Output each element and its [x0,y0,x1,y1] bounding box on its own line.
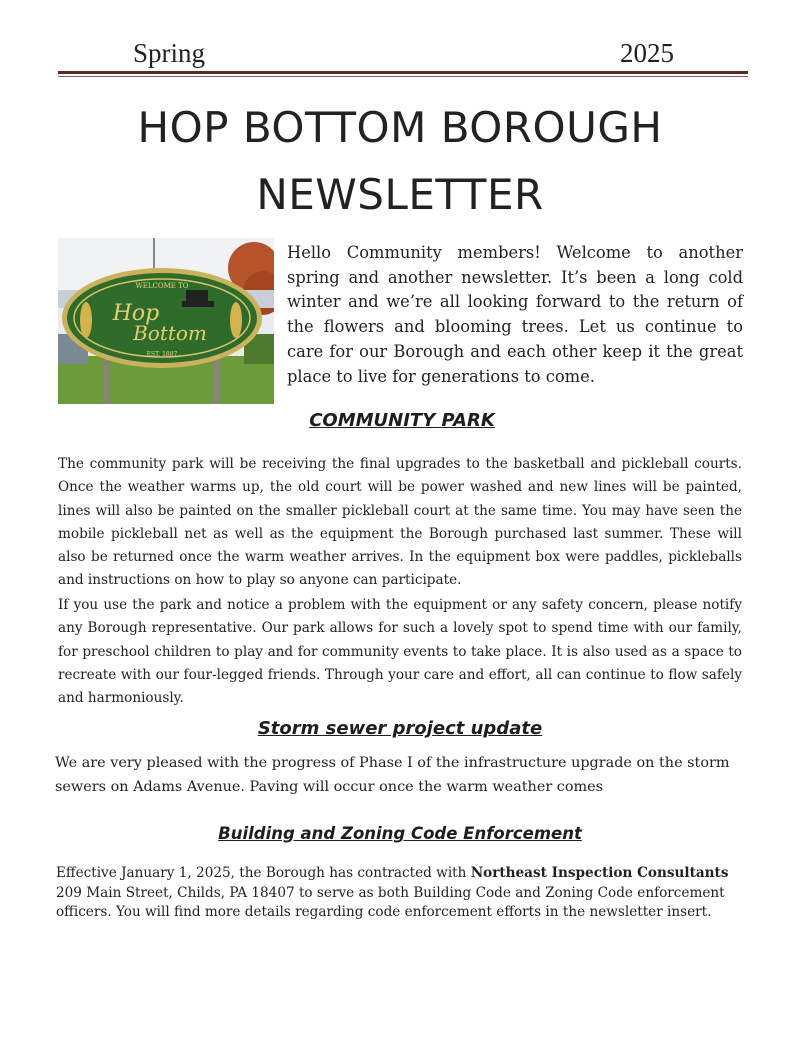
header-year: 2025 [620,38,674,68]
newsletter-title-line1: HOP BOTTOM BOROUGH [137,103,663,152]
intro-paragraph: Hello Community members! Welcome to another spring and another newsletter. It’s been a long cold winter and we’re all looking forward to the return of the flowers and blooming trees. Let us continue to care for our Borough and each other keep it the great place to live for generations to come. [287,243,743,386]
community-park-paragraph-1: The community park will be receiving the final upgrades to the basketball and pickleball courts. Once the weather warms up, the old court will be power washed and new lines will be painted, lines will also be painted on the smaller pickleball court at the same time. You may have seen the mobile pickleball net as well as the equipment the Borough purchased last summer. These will also be returned once the warm weather arrives. In the equipment box were paddles, pickleballs and instructions on how to play so anyone can participate. [58,456,742,589]
heading-building-zoning: Building and Zoning Code Enforcement [218,824,582,843]
building-zoning-paragraph [56,864,746,923]
building-zoning-text-after: 209 Main Street, Childs, PA 18407 to serve as both Building Code and Zoning Code enforcement officers. You will find more details regarding code enforcement efforts in the newsletter insert. [56,884,725,920]
heading-community-park-text: COMMUNITY PARK [309,410,495,431]
heading-storm-sewer: Storm sewer project update [257,718,543,739]
header-season: Spring [133,38,206,68]
header-rule-thin [58,76,748,77]
header-rule [58,71,748,74]
sign-name-bottom: Bottom [133,321,207,345]
community-park-paragraph-2: If you use the park and notice a problem with the equipment or any safety concern, please notify any Borough representative. Our park allows for such a lovely spot to spend time with our family, for preschool children to play and for community events to take place. It is also used as a space to recreate with our four-legged friends. Through your care and effort, all can continue to flow safely and harmoniously. [58,597,742,707]
contractor-name: Northeast Inspection Consultants [470,865,729,881]
storm-sewer-paragraph: We are very pleased with the progress of Phase I of the infrastructure upgrade on the storm sewers on Adams Avenue. Paving will occur once the warm weather comes [55,755,730,795]
building-zoning-text-before: Effective January 1, 2025, the Borough has contracted with [56,865,471,881]
sign-top-text: WELCOME TO [135,282,189,290]
heading-community-park [0,410,800,431]
sign-name-hop: Hop [112,301,160,326]
borough-sign-photo [58,238,274,404]
sign-bottom-text: EST. 1887 [146,351,178,358]
newsletter-title-line2: NEWSLETTER [256,170,544,219]
